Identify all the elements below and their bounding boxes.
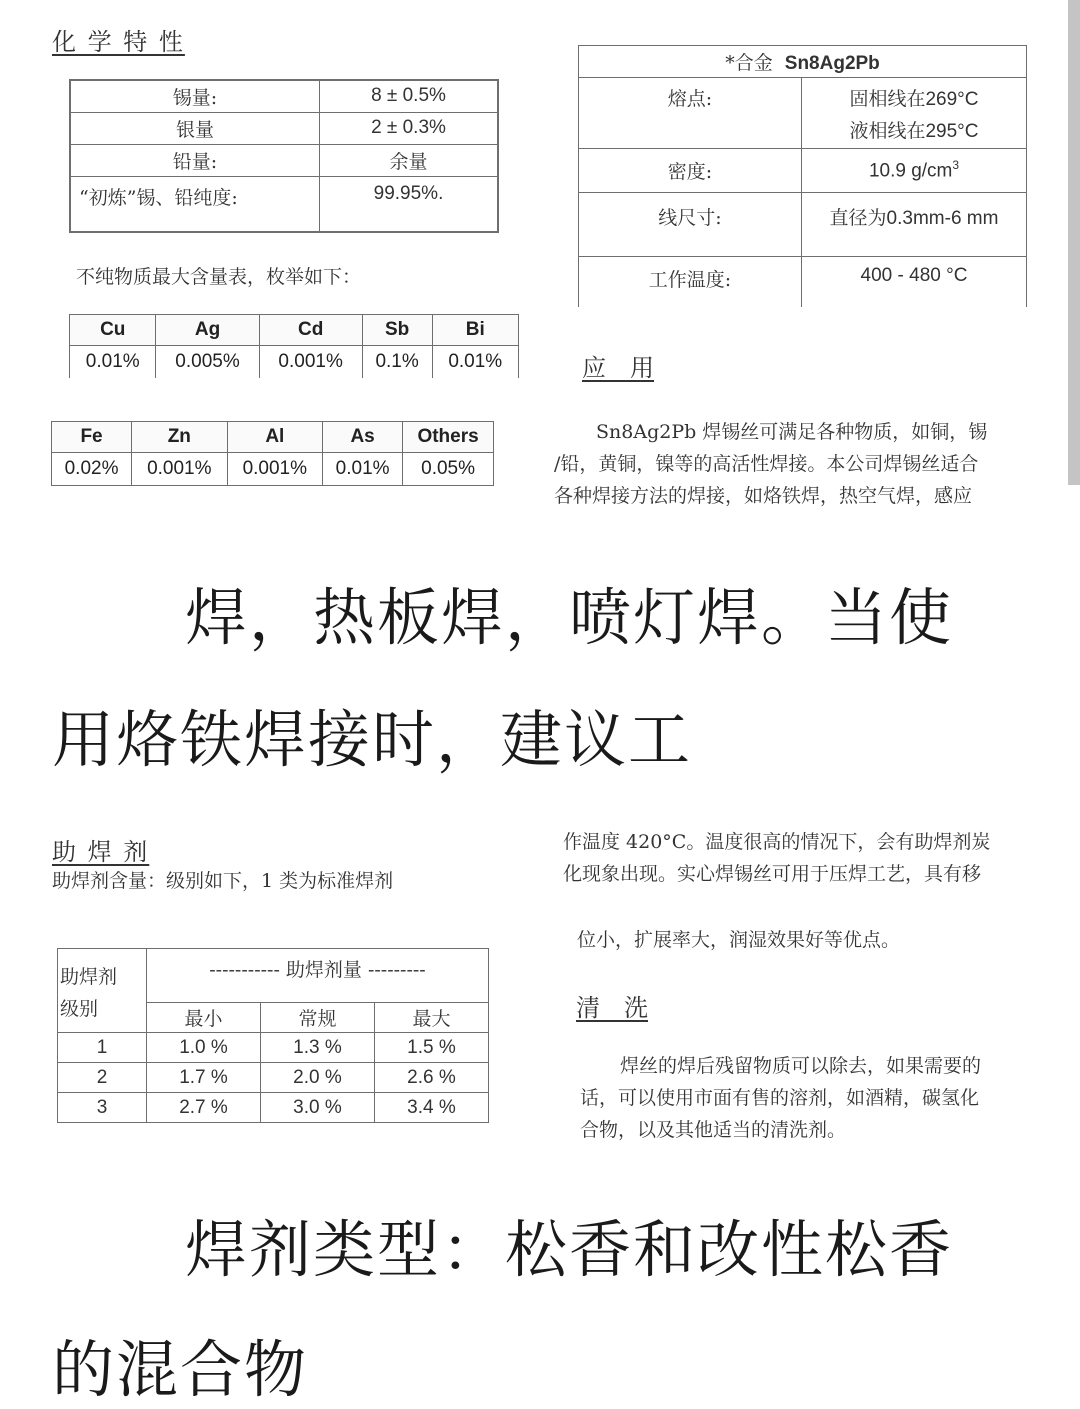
- big-text-line: 焊剂类型：松香和改性松香: [185, 1213, 954, 1286]
- chem-label: 铅量:: [70, 144, 320, 176]
- impurity-header: Al: [227, 422, 323, 453]
- flux-grade-label: 级别: [60, 998, 99, 1020]
- chem-value: 99.95%.: [320, 176, 499, 232]
- flux-grade: 2: [58, 1063, 147, 1093]
- continuation-line: 位小，扩展率大，润湿效果好等优点。: [577, 929, 901, 951]
- continuation-line: 作温度 420°C。温度很高的情况下，会有助焊剂炭: [563, 831, 991, 853]
- impurity-value: 0.001%: [227, 453, 323, 486]
- flux-grade-label: 助焊剂: [60, 966, 118, 988]
- impurity-value: 0.005%: [156, 346, 259, 379]
- alloy-name: Sn8Ag2Pb: [784, 53, 880, 74]
- application-text: [554, 416, 1044, 512]
- impurity-value: 0.01%: [323, 453, 403, 486]
- temp-label: 工作温度:: [579, 257, 802, 307]
- flux-max: 3.4 %: [374, 1093, 488, 1123]
- cleaning-text: [580, 1050, 1040, 1146]
- impurity-header: Bi: [432, 315, 518, 346]
- impurity-header: Sb: [362, 315, 432, 346]
- flux-min: 1.0 %: [147, 1033, 261, 1063]
- chem-label: 锡量:: [70, 80, 320, 112]
- application-line: 各种焊接方法的焊接，如烙铁焊，热空气焊，感应: [554, 485, 973, 507]
- flux-max: 2.6 %: [374, 1063, 488, 1093]
- impurity-value: 0.01%: [70, 346, 156, 379]
- impurity-header: Cd: [259, 315, 362, 346]
- flux-subtitle: 助焊剂含量：级别如下，1 类为标准焊剂: [52, 870, 394, 892]
- big-text-line: 用烙铁焊接时，建议工: [52, 703, 693, 776]
- flux-row: [58, 1033, 489, 1063]
- alloy-title-prefix: *合金: [725, 52, 773, 74]
- chem-label: 银量: [70, 112, 320, 144]
- continuation-text: [563, 826, 1043, 890]
- chem-value: 2 ± 0.3%: [320, 112, 499, 144]
- wire-label: 线尺寸:: [579, 193, 802, 257]
- density-cell: [802, 149, 1027, 193]
- chem-title: 化 学 特 性: [52, 28, 185, 56]
- impurity-value: 0.05%: [403, 453, 494, 486]
- melting-values: [802, 78, 1027, 149]
- application-line: Sn8Ag2Pb 焊锡丝可满足各种物质，如铜，锡: [596, 421, 988, 443]
- flux-col-max: 最大: [374, 1003, 488, 1033]
- alloy-title: [579, 46, 1027, 78]
- flux-max: 1.5 %: [374, 1033, 488, 1063]
- impurity-header: Cu: [70, 315, 156, 346]
- flux-row: [58, 1063, 489, 1093]
- impurity-header: Others: [403, 422, 494, 453]
- temp-value: 400 - 480 °C: [802, 257, 1027, 307]
- impurity-value: 0.001%: [259, 346, 362, 379]
- impurity-value: 0.001%: [132, 453, 228, 486]
- flux-table: [57, 948, 489, 1123]
- solidus-value: 固相线在269°C: [849, 89, 979, 110]
- big-text-line: 焊，热板焊，喷灯焊。当使: [185, 581, 954, 654]
- impurity-header: Zn: [132, 422, 228, 453]
- flux-grade-header: [58, 949, 147, 1033]
- cleaning-title: 清 洗: [576, 994, 648, 1022]
- impurity-header: As: [323, 422, 403, 453]
- application-line: /铅，黄铜，镍等的高活性焊接。本公司焊锡丝适合: [554, 453, 979, 475]
- flux-grade: 1: [58, 1033, 147, 1063]
- cleaning-line: 焊丝的焊后残留物质可以除去，如果需要的: [620, 1055, 982, 1077]
- density-label: 密度:: [579, 149, 802, 193]
- vertical-scrollbar[interactable]: [1068, 0, 1080, 485]
- impurity-header: Fe: [52, 422, 132, 453]
- liquidus-value: 液相线在295°C: [849, 121, 979, 142]
- flux-col-min: 最小: [147, 1003, 261, 1033]
- chem-label: “初炼”锡、铅纯度:: [70, 176, 320, 232]
- density-sup: 3: [952, 158, 960, 173]
- impurity-value: 0.01%: [432, 346, 518, 379]
- flux-normal: 2.0 %: [260, 1063, 374, 1093]
- flux-normal: 3.0 %: [260, 1093, 374, 1123]
- flux-title: 助 焊 剂: [52, 838, 150, 866]
- melting-label: 熔点:: [579, 78, 802, 149]
- impurity-table-2: [51, 421, 494, 486]
- flux-row: [58, 1093, 489, 1123]
- wire-value: 直径为0.3mm-6 mm: [802, 193, 1027, 257]
- flux-col-normal: 常规: [260, 1003, 374, 1033]
- chem-value: 8 ± 0.5%: [320, 80, 499, 112]
- big-text-line: 的混合物: [52, 1333, 309, 1406]
- impurity-table-1: [69, 314, 519, 378]
- flux-grade: 3: [58, 1093, 147, 1123]
- chemistry-table: [69, 79, 499, 233]
- flux-normal: 1.3 %: [260, 1033, 374, 1063]
- impurity-value: 0.02%: [52, 453, 132, 486]
- chem-value: 余量: [320, 144, 499, 176]
- flux-amount-header: ----------- 助焊剂量 ---------: [147, 949, 489, 1003]
- continuation-line: 化现象出现。实心焊锡丝可用于压焊工艺，具有移: [563, 863, 982, 885]
- density-value: 10.9 g/cm: [868, 160, 953, 182]
- impurity-intro: 不纯物质最大含量表，枚举如下：: [76, 266, 362, 288]
- alloy-table: [578, 45, 1027, 307]
- cleaning-line: 话，可以使用市面有售的溶剂，如酒精，碳氢化: [580, 1087, 980, 1109]
- impurity-value: 0.1%: [362, 346, 432, 379]
- cleaning-line: 合物，以及其他适当的清洗剂。: [580, 1119, 847, 1141]
- impurity-header: Ag: [156, 315, 259, 346]
- application-title: 应 用: [582, 354, 654, 382]
- flux-min: 1.7 %: [147, 1063, 261, 1093]
- flux-min: 2.7 %: [147, 1093, 261, 1123]
